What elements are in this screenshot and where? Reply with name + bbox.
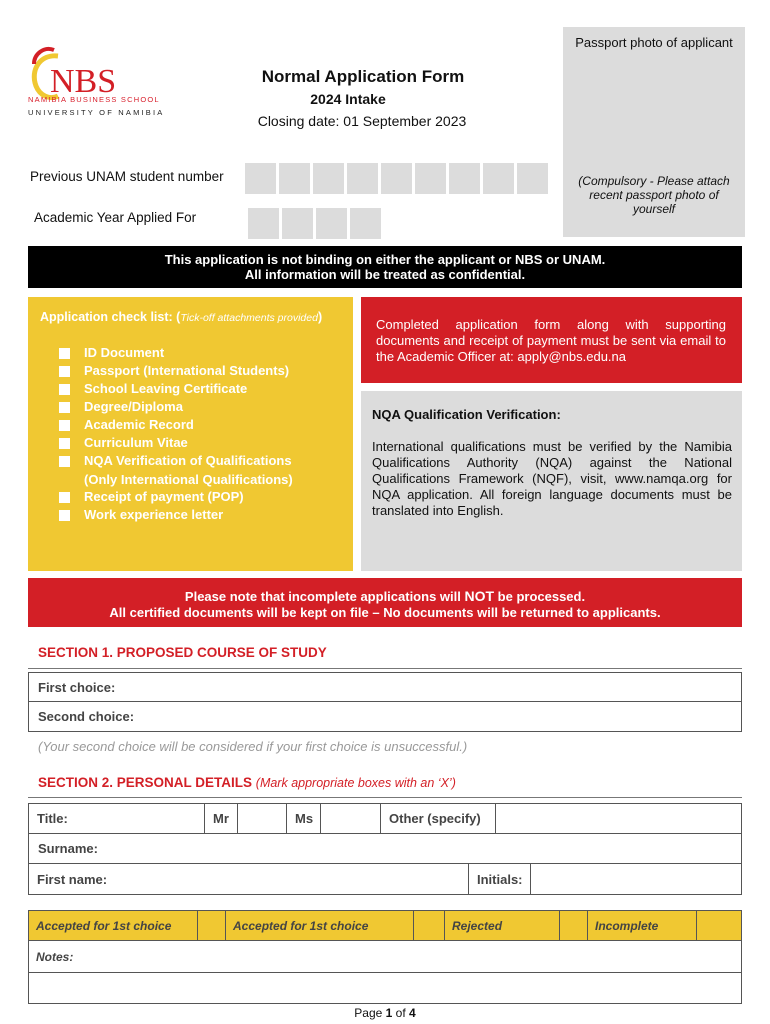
section-divider — [28, 797, 742, 798]
nqa-heading: NQA Qualification Verification: — [372, 407, 561, 422]
incomplete-warning-banner — [28, 578, 742, 627]
confidentiality-banner — [28, 246, 742, 288]
surname-field[interactable]: Surname: — [28, 833, 742, 864]
nqa-body: International qualifications must be verified by the Namibia Qualifications Authority (NQA) against the National Qualifications Framework (NQF), visit, www.namqa.org for NQA application. All foreign language documents must be translated into English. — [372, 439, 732, 518]
passport-photo-box[interactable] — [563, 27, 745, 237]
banner-line: All certified documents will be kept on file – No documents will be returned to applicants. — [109, 605, 661, 620]
page-number: Page 1 of 4 — [354, 1006, 416, 1020]
section1-title: SECTION 1. PROPOSED COURSE OF STUDY — [38, 645, 327, 660]
digit-box[interactable] — [279, 163, 310, 194]
notes-label: Notes: — [29, 941, 742, 973]
first-choice-field[interactable]: First choice: — [28, 672, 742, 702]
status-box[interactable] — [198, 911, 226, 941]
checklist-item: Academic Record — [84, 417, 194, 432]
digit-box[interactable] — [282, 208, 313, 239]
other-field[interactable] — [496, 804, 742, 834]
initials-label: Initials: — [469, 864, 531, 895]
banner-line: This application is not binding on either the applicant or NBS or UNAM. — [164, 252, 606, 267]
checkbox[interactable] — [59, 366, 70, 377]
checklist-item: Curriculum Vitae — [84, 435, 188, 450]
photo-title: Passport photo of applicant — [575, 35, 733, 50]
digit-box[interactable] — [245, 163, 276, 194]
checkbox[interactable] — [59, 438, 70, 449]
checklist-item: NQA Verification of Qualifications — [84, 453, 292, 468]
digit-box[interactable] — [347, 163, 378, 194]
personal-details-table — [28, 803, 742, 834]
checklist-item-note: (Only International Qualifications) — [84, 472, 293, 487]
checklist-item: Work experience letter — [84, 507, 224, 522]
status-incomplete: Incomplete — [588, 911, 697, 941]
checklist-item: School Leaving Certificate — [84, 381, 248, 396]
nqa-info — [361, 391, 742, 571]
submission-note: Completed application form along with supporting documents and receipt of payment must be sent via email to the Academic Officer at: apply@nbs.edu.na — [361, 297, 742, 383]
status-box[interactable] — [697, 911, 742, 941]
initials-field[interactable] — [531, 864, 742, 895]
other-label: Other (specify) — [381, 804, 496, 834]
academic-year-boxes — [248, 208, 381, 239]
digit-box[interactable] — [381, 163, 412, 194]
svg-text:NBS: NBS — [50, 63, 117, 100]
digit-box[interactable] — [449, 163, 480, 194]
section2-title: SECTION 2. PERSONAL DETAILS (Mark appropriate boxes with an ‘X’) — [38, 775, 456, 790]
closing-date: Closing date: 01 September 2023 — [257, 113, 467, 129]
checklist-item: ID Document — [84, 345, 165, 360]
checkbox[interactable] — [59, 420, 70, 431]
checkbox[interactable] — [59, 492, 70, 503]
status-box[interactable] — [560, 911, 588, 941]
mr-box[interactable] — [238, 804, 287, 834]
notes-field[interactable] — [29, 973, 742, 1004]
digit-box[interactable] — [248, 208, 279, 239]
school-name: NAMIBIA BUSINESS SCHOOL — [28, 95, 160, 104]
form-title: Normal Application Form — [261, 67, 465, 86]
checklist-item: Receipt of payment (POP) — [84, 489, 244, 504]
student-number-label: Previous UNAM student number — [30, 169, 224, 184]
checklist-heading: Application check list: (Tick-off attachments provided) — [40, 310, 323, 324]
checkbox[interactable] — [59, 402, 70, 413]
checklist-item: Passport (International Students) — [84, 363, 290, 378]
section-divider — [28, 668, 742, 669]
digit-box[interactable] — [517, 163, 548, 194]
office-use-table — [28, 910, 742, 1004]
intake-label: 2024 Intake — [310, 91, 386, 107]
ms-label: Ms — [287, 804, 321, 834]
status-accepted-1: Accepted for 1st choice — [29, 911, 198, 941]
status-accepted-2: Accepted for 1st choice — [226, 911, 414, 941]
digit-box[interactable] — [316, 208, 347, 239]
digit-box[interactable] — [415, 163, 446, 194]
status-rejected: Rejected — [445, 911, 560, 941]
checkbox[interactable] — [59, 510, 70, 521]
second-choice-hint: (Your second choice will be considered if your first choice is unsuccessful.) — [38, 739, 468, 754]
banner-line: All information will be treated as confidential. — [244, 267, 526, 282]
checkbox[interactable] — [59, 456, 70, 467]
status-box[interactable] — [414, 911, 445, 941]
ms-box[interactable] — [321, 804, 381, 834]
second-choice-field[interactable]: Second choice: — [28, 701, 742, 732]
digit-box[interactable] — [483, 163, 514, 194]
digit-box[interactable] — [313, 163, 344, 194]
first-name-field[interactable]: First name: — [29, 864, 469, 895]
academic-year-label: Academic Year Applied For — [34, 210, 197, 225]
banner-line: Please note that incomplete applications will NOT be processed. — [184, 588, 586, 604]
photo-note: (Compulsory - Please attach recent passport photo of yourself — [578, 174, 730, 216]
digit-box[interactable] — [350, 208, 381, 239]
checklist-item: Degree/Diploma — [84, 399, 183, 414]
student-number-boxes — [245, 163, 548, 194]
title-label: Title: — [29, 804, 205, 834]
name-row — [28, 863, 742, 895]
checkbox[interactable] — [59, 348, 70, 359]
mr-label: Mr — [205, 804, 238, 834]
university-name: UNIVERSITY OF NAMIBIA — [28, 108, 165, 117]
application-checklist — [28, 297, 353, 571]
checkbox[interactable] — [59, 384, 70, 395]
